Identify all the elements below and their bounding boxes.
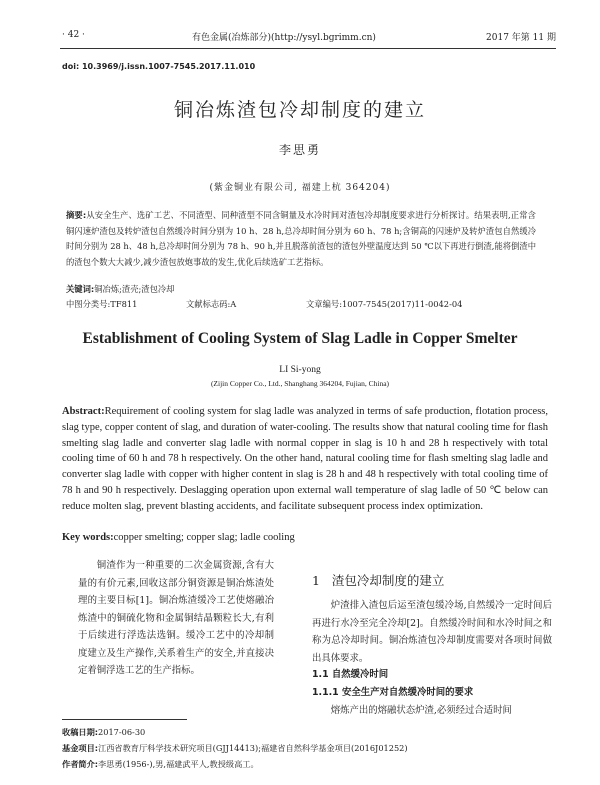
- abstract-en-label: Abstract:: [62, 406, 105, 417]
- doi[interactable]: doi: 10.3969/j.issn.1007-7545.2017.11.010: [62, 62, 256, 71]
- affiliation-en: (Zijin Copper Co., Ltd., Shanghang 364204, Fujian, China): [210, 379, 390, 388]
- keywords-cn: [66, 283, 174, 295]
- section-paragraph: 炉渣排入渣包后运至渣包缓冷场,自然缓冷一定时间后再进行水冷至完全冷却[2]。自然缓冷时间和水冷时间之和称为总冷却时间。铜冶炼渣包冷却制度需要对各项时间做出具体要求。: [312, 600, 552, 664]
- footnote-rule: [62, 719, 187, 720]
- keywords-en-label: Key words:: [62, 532, 114, 543]
- footnote-received: 收稿日期:2017-06-30: [62, 727, 146, 737]
- journal-name[interactable]: 有色金属(冶炼部分)(http://ysyl.bgrimm.cn): [192, 33, 376, 43]
- page-header: [62, 30, 556, 46]
- author-en: LI Si-yong: [279, 365, 321, 375]
- footnote-bio: 作者简介:李思勇(1956-),男,福建武平人,教授级高工。: [62, 759, 259, 769]
- keywords-cn-text: 铜冶炼;渣壳;渣包冷却: [94, 284, 175, 294]
- subsubsection-heading: 1.1.1 安全生产对自然缓冷时间的要求: [312, 687, 474, 698]
- subsection-heading: 1.1 自然缓冷时间: [312, 669, 389, 680]
- header-rule: [60, 48, 556, 49]
- abstract-cn-label: 摘要:: [66, 210, 87, 220]
- page-number: · 42 ·: [62, 30, 85, 40]
- affiliation-cn: (紫金铜业有限公司, 福建上杭 364204): [209, 183, 391, 193]
- abstract-en-text: Requirement of cooling system for slag ladle was analyzed in terms of safe production, flotation process, slag type, copper content of slag, and duration of water-cooling. The results show that natural cooling time for flash smelting slag ladle and converter slag ladle with normal copper in slag is 10 h and 28 h respectively with total cooling time of 60 h and 78 h respectively. On the other hand, natural cooling time for flash smelting slag ladle and converter slag ladle with copper with higher content in slag is 28 h and 48 h respectively with total cooling time of 78 h and 90 h respectively. Deslagging operation upon external wall temperature of slag ladle of 50 ℃ below can reduce molten slag, prevent blasting accidents, and facilitate subsequent process index optimization.: [62, 406, 548, 512]
- footnotes: [62, 724, 552, 772]
- subsubsection-text: 熔炼产出的熔融状态炉渣,必须经过合适时间: [330, 705, 512, 716]
- article-number: 文章编号:1007-7545(2017)11-0042-04: [306, 299, 463, 309]
- footnote-fund: 基金项目:江西省教育厅科学技术研究项目(GJJ14413);福建省自然科学基金项目(2016J01252): [62, 743, 408, 753]
- abstract-cn: [66, 208, 536, 270]
- keywords-cn-label: 关键词:: [66, 284, 95, 294]
- issue-label: 2017 年第 11 期: [486, 33, 556, 43]
- section-number: 1: [312, 573, 320, 588]
- intro-paragraph: 铜渣作为一种重要的二次金属资源,含有大量的有价元素,回收这部分铜资源是铜冶炼渣处理的主要目标[1]。铜冶炼渣缓冷工艺使熔融冶炼渣中的铜硫化物和金属铜结晶颗粒长大,有利于后续进行浮选法选铜。缓冷工艺中的冷却制度建立及生产操作,关系着生产的安全,并直接决定着铜浮选工艺的生产指标。: [78, 560, 274, 676]
- document-code: 文献标志码:A: [186, 299, 237, 309]
- section-title: 渣包冷却制度的建立: [331, 573, 445, 588]
- title-cn: 铜冶炼渣包冷却制度的建立: [173, 99, 426, 121]
- abstract-cn-text: 从安全生产、选矿工艺、不同渣型、同种渣型不同含铜量及水冷时间对渣包冷却制度要求进行分析探讨。结果表明,正常含铜闪速炉渣包及转炉渣包自然缓冷时间分别为 10 h、28 h,总冷却时间分别为 60 h、78 h;含铜高的闪速炉及转炉渣包自然缓冷时间分别为 28 h、48 h,总冷却时间分别为 78 h、90 h,并且脱落前渣包的渣包外壁温度达到 50 ℃以下再进行倒渣,能将倒渣中的渣包个数大大减少,减少渣包放炮事故的发生,优化后续选矿工艺指标。: [66, 210, 536, 267]
- section-heading: [312, 571, 444, 589]
- title-en: Establishment of Cooling System of Slag Ladle in Copper Smelter: [82, 330, 518, 347]
- keywords-en-text: copper smelting; copper slag; ladle cooling: [113, 532, 295, 543]
- keywords-en: [62, 532, 295, 543]
- author-cn: 李思勇: [278, 143, 321, 157]
- clc-number: 中图分类号:TF811: [66, 299, 138, 309]
- abstract-en: [62, 404, 548, 515]
